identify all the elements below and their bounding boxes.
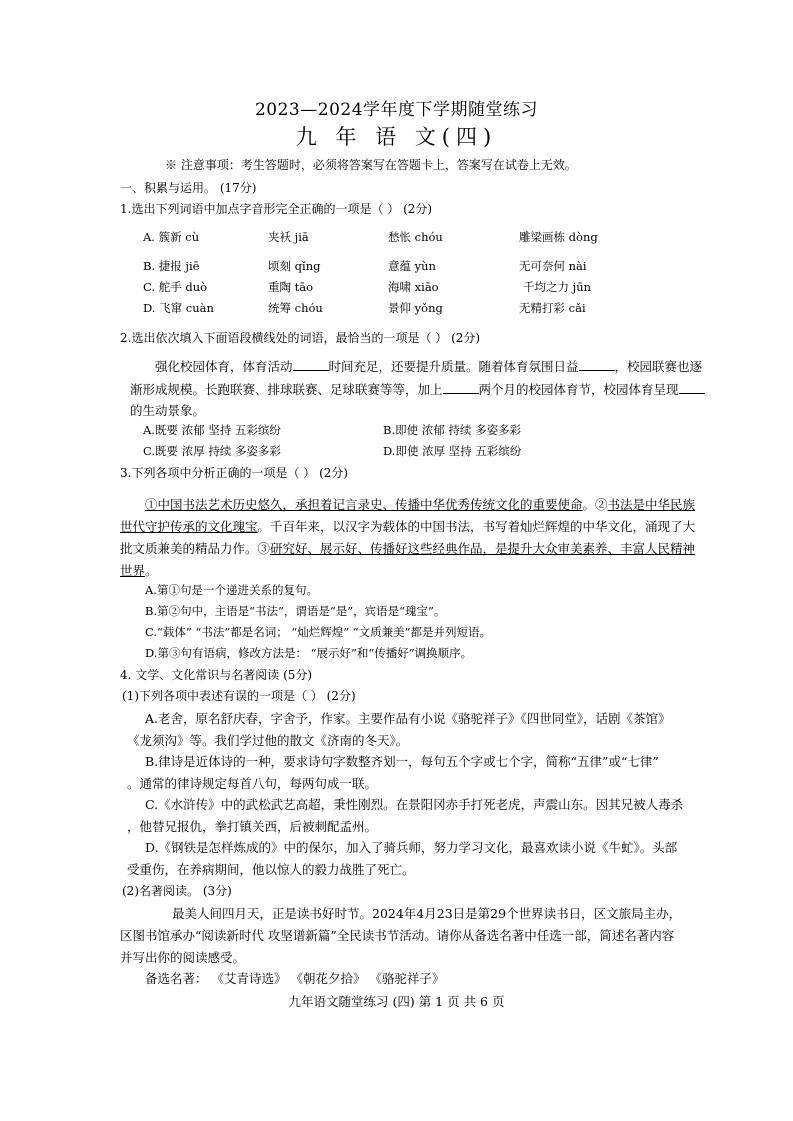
q4-optA-line1: A.老舍，原名舒庆春，字舍予，作家。主要作品有小说《骆驼祥子》《四世同堂》，话剧《茶馆》 — [145, 711, 671, 726]
q2-optA: A.既要 浓郁 坚持 五彩缤纷 — [143, 423, 281, 437]
q4-sub2-stem: (2)名著阅读。 (3分) — [122, 884, 232, 898]
q4-stem: 4. 文学、文化常识与名著阅读 (5分) — [120, 668, 313, 682]
q3-optA: A.第①句是一个递进关系的复句。 — [145, 583, 318, 597]
q1-optB-2: 顷刻 qǐng — [268, 259, 321, 273]
q3-passage-line4: 世界。 — [120, 563, 158, 578]
q1-optB-3: 意蕴 yùn — [388, 259, 436, 273]
q2-blank-2 — [579, 358, 615, 371]
q1-optC-3: 海啸 xiāo — [388, 280, 439, 294]
q4-reading-line1: 最美人间四月天，正是读书好时节。2024年4月23日是第29个世界读书日，区文旅局主办， — [172, 906, 682, 921]
q2-passage-line1: 强化校园体育，体育活动 时间充足，还要提升质量。随着体育氛围日益 ，校园联赛也逐 — [155, 359, 703, 374]
q3-passage-line1: ①中国书法艺术历史悠久，承担着记言录史、传播中华优秀传统文化的重要使命。②书法是中华民族 — [145, 497, 696, 512]
exam-notice: ※ 注意事项：考生答题时，必须将答案写在答题卡上，答案写在试卷上无效。 — [165, 158, 577, 172]
q2-blank-3 — [443, 381, 479, 394]
exam-title: 2023—2024学年度下学期随堂练习 — [254, 100, 539, 120]
q3-optD: D.第③句有语病，修改方法是： “展示好”和“传播好”调换顺序。 — [145, 646, 473, 660]
q4-optB-line1: B.律诗是近体诗的一种，要求诗句字数整齐划一，每句五个字或七个字，简称“五律”或“七律” — [145, 754, 659, 769]
q4-optD-line2: 受重伤，在养病期间，他以惊人的毅力战胜了死亡。 — [127, 862, 415, 877]
q2-stem: 2.选出依次填入下面语段横线处的词语，最恰当的一项是（ ） (2分) — [120, 331, 481, 345]
q2-blank-4 — [679, 381, 705, 394]
q2-optB: B.即使 浓郁 持续 多姿多彩 — [383, 423, 522, 437]
q4-optB-line2: 。通常的律诗规定每首八句，每两句成一联。 — [127, 776, 378, 791]
q3-stem: 3.下列各项中分析正确的一项是（ ） (2分) — [120, 466, 349, 480]
q2-passage-line2: 渐形成规模。长跑联赛、排球联赛、足球联赛等等，加上 两个月的校园体育节，校园体育呈现 — [130, 381, 705, 397]
q3-optC: C.“载体” “书法”都是名词； “灿烂辉煌” “文质兼美”都是并列短语。 — [145, 625, 492, 639]
section-1-title: 一、积累与运用。 (17分) — [120, 181, 257, 195]
q1-optC-2: 重陶 tāo — [268, 280, 314, 294]
q1-optD-4: 无精打彩 cǎi — [519, 301, 586, 315]
q3-optB: B.第②句中，主语是“书法”，谓语是“是”，宾语是“瑰宝”。 — [145, 604, 446, 618]
q1-optD-3: 景仰 yǒng — [388, 301, 443, 315]
q4-optC-line1: C.《水浒传》中的武松武艺高超，秉性刚烈。在景阳冈赤手打死老虎，声震山东。因其兄被人毒杀 — [145, 797, 684, 812]
q4-optD-line1: D.《钢铁是怎样炼成的》中的保尔，加入了骑兵师，努力学习文化，最喜欢读小说《牛虻》。头部 — [145, 840, 678, 855]
q3-passage-line3: 批文质兼美的精品力作。③研究好、展示好、传播好这些经典作品，是提升大众审美素养、丰富人民精神 — [120, 541, 696, 556]
q2-optD: D.即使 浓厚 坚持 五彩缤纷 — [383, 444, 522, 458]
q4-optA-line2: 《龙须沟》等。我们学过他的散文《济南的冬天》。 — [127, 733, 409, 748]
exam-subtitle: 九 年 语 文(四) — [295, 125, 498, 149]
q1-optD-1: D. 飞窜 cuàn — [143, 301, 214, 315]
q2-optC: C.既要 浓厚 持续 多姿多彩 — [143, 444, 282, 458]
q4-optC-line2: ，他替兄报仇，拳打镇关西，后被刺配孟州。 — [127, 819, 378, 834]
q2-blank-1 — [293, 358, 329, 371]
q1-optB-4: 无可奈何 nài — [519, 259, 587, 273]
q4-sub1-stem: (1)下列各项中表述有误的一项是（ ） (2分) — [122, 689, 356, 703]
page-footer: 九年语文随堂练习 (四) 第 1 页 共 6 页 — [288, 994, 505, 1009]
q4-reading-line2: 区图书馆承办“阅读新时代 攻坚谱新篇”全民读书节活动。请你从备选名著中任选一部，简述名著内容 — [120, 928, 675, 943]
q1-optB-1: B. 捷报 jiē — [143, 259, 200, 273]
q3-passage-line2: 世代守护传承的文化瑰宝。千百年来，以汉字为载体的中国书法，书写着灿烂辉煌的中华文化，涌现了大 — [120, 519, 696, 534]
q1-optA-4: 雕梁画栋 dòng — [519, 230, 598, 244]
q1-optC-1: C. 舵手 duò — [143, 280, 208, 294]
q1-stem: 1.选出下列词语中加点字音形完全正确的一项是（ ） (2分) — [120, 202, 433, 216]
q1-optC-4: 千均之力 jūn — [523, 280, 592, 294]
q1-optA-1: A. 簇新 cù — [143, 230, 200, 244]
q1-optA-3: 愁怅 chóu — [388, 230, 443, 244]
q2-passage-line3: 的生动景象。 — [130, 403, 206, 418]
q1-optD-2: 统筹 chóu — [268, 301, 323, 315]
q4-book-list: 备选名著： 《艾青诗选》 《朝花夕拾》 《骆驼祥子》 — [145, 971, 445, 986]
q4-reading-line3: 并写出你的阅读感受。 — [120, 950, 246, 965]
q1-optA-2: 夹袄 jiā — [268, 230, 309, 244]
